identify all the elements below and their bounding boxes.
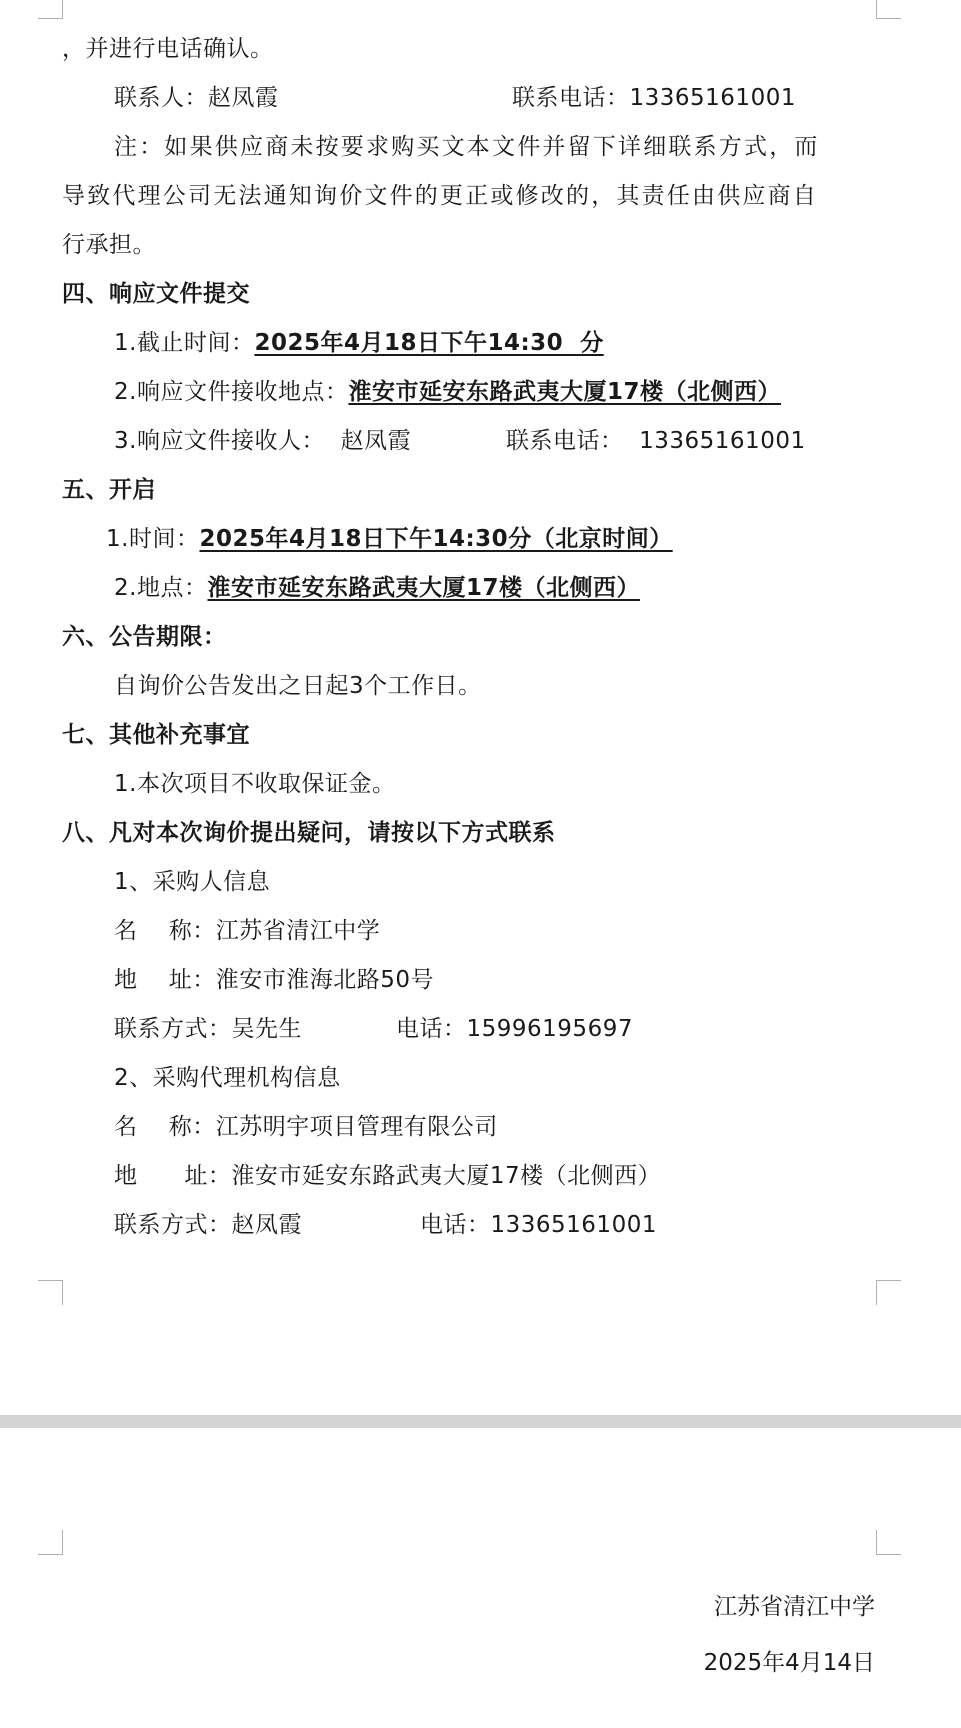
contact-person: 联系人：赵凤霞 — [114, 85, 279, 111]
signature-date: 2025年4月14日 — [703, 1650, 875, 1676]
signature-organization: 江苏省清江中学 — [714, 1594, 875, 1620]
opening-location-row — [114, 573, 640, 603]
page-corner-mark — [38, 1530, 63, 1555]
note-line: 注：如果供应商未按要求购买文本文件并留下详细联系方式，而 — [114, 134, 820, 160]
section-heading: 七、其他补充事宜 — [62, 722, 250, 748]
page-corner-mark — [876, 1280, 901, 1305]
contact-phone: 联系电话：13365161001 — [512, 85, 796, 111]
receipt-location-value: 淮安市延安东路武夷大厦17楼（北侧西） — [348, 379, 781, 405]
page-separator — [0, 1415, 961, 1428]
section-heading: 五、开启 — [62, 477, 156, 503]
page-corner-mark — [38, 0, 63, 19]
opening-time-row — [106, 524, 673, 554]
text-line: ，并进行电话确认。 — [62, 36, 274, 62]
agency-address: 地 址：淮安市延安东路武夷大厦17楼（北侧西） — [114, 1163, 662, 1189]
deadline-value: 2025年4月18日下午14:30 分 — [254, 330, 604, 356]
agency-phone: 电话：13365161001 — [420, 1212, 657, 1238]
receipt-location-label: 2.响应文件接收地点： — [114, 379, 349, 405]
purchaser-phone: 电话：15996195697 — [396, 1016, 633, 1042]
document-page-2 — [0, 1428, 961, 1728]
page-corner-mark — [876, 0, 901, 19]
opening-location-label: 2.地点： — [114, 575, 208, 601]
text-line: 自询价公告发出之日起3个工作日。 — [114, 673, 482, 699]
page-corner-mark — [38, 1280, 63, 1305]
subsection-heading: 1、采购人信息 — [114, 869, 271, 895]
note-line: 行承担。 — [62, 232, 156, 258]
receiver-phone: 联系电话： 13365161001 — [506, 428, 806, 454]
subsection-heading: 2、采购代理机构信息 — [114, 1065, 341, 1091]
opening-time-label: 1.时间： — [106, 526, 200, 552]
section-heading: 四、响应文件提交 — [62, 281, 250, 307]
receiver-name: 3.响应文件接收人： 赵凤霞 — [114, 428, 412, 454]
section-heading: 八、凡对本次询价提出疑问，请按以下方式联系 — [62, 820, 556, 846]
purchaser-contact: 联系方式：吴先生 — [114, 1016, 302, 1042]
purchaser-name: 名 称：江苏省清江中学 — [114, 918, 381, 944]
agency-name: 名 称：江苏明宇项目管理有限公司 — [114, 1114, 498, 1140]
page-corner-mark — [876, 1530, 901, 1555]
purchaser-address: 地 址：淮安市淮海北路50号 — [114, 967, 435, 993]
note-line: 导致代理公司无法通知询价文件的更正或修改的，其责任由供应商自 — [62, 183, 818, 209]
receipt-location-row — [114, 377, 781, 407]
agency-contact: 联系方式：赵凤霞 — [114, 1212, 302, 1238]
opening-time-value: 2025年4月18日下午14:30分（北京时间） — [199, 526, 673, 552]
section-heading: 六、公告期限： — [62, 624, 227, 650]
deadline-label: 1.截止时间： — [114, 330, 255, 356]
text-line: 1.本次项目不收取保证金。 — [114, 771, 396, 797]
deadline-row — [114, 328, 604, 358]
opening-location-value: 淮安市延安东路武夷大厦17楼（北侧西） — [207, 575, 640, 601]
